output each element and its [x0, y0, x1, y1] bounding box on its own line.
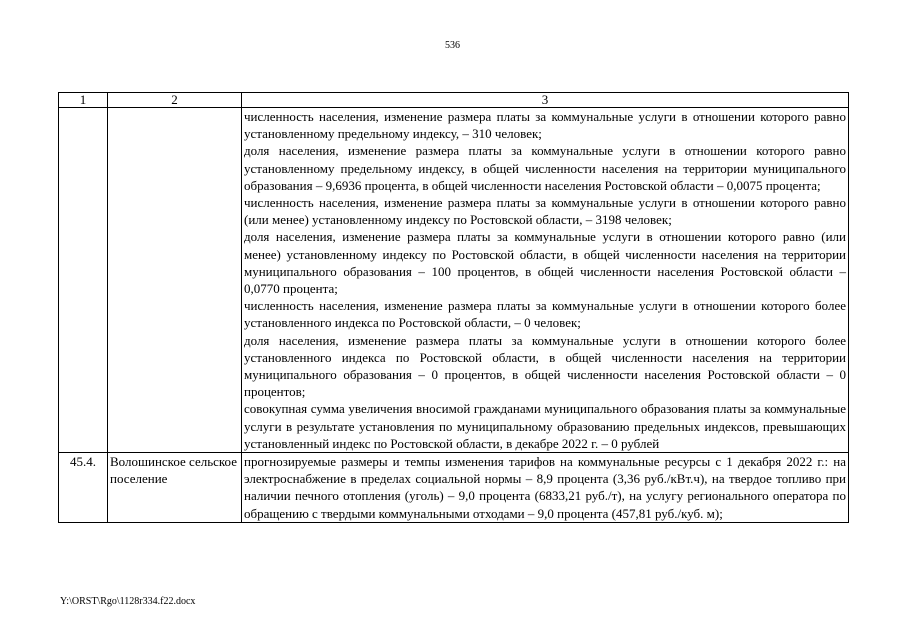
table-row	[59, 108, 849, 453]
table-row	[59, 453, 849, 523]
content-paragraph: численность населения, изменение размера платы за коммунальные услуги в отношении которого более установленного индекса по Ростовской области, – 0 человек;	[244, 298, 846, 331]
row-content-cell	[242, 453, 849, 523]
table-header-row	[59, 93, 849, 108]
row-name-cell	[108, 108, 242, 453]
row-number-cell	[59, 108, 108, 453]
row-name-cell: Волошинское сельское поселение	[108, 453, 242, 523]
row-number-cell: 45.4.	[59, 453, 108, 523]
content-paragraph: прогнозируемые размеры и темпы изменения тарифов на коммунальные ресурсы с 1 декабря 2022 г.: на электроснабжение в пределах социальной нормы – 8,9 процента (3,36 руб./кВт.ч), на твердое топливо при наличии печного отопления (уголь) – 9,0 процента (6833,21 руб./т), на услугу регионального оператора по обращению с твердыми коммунальными отходами – 9,0 процента (457,81 руб./куб. м);	[244, 454, 846, 521]
content-paragraph: численность населения, изменение размера платы за коммунальные услуги в отношении которого равно (или менее) установленному индексу по Ростовской области, – 3198 человек;	[244, 195, 846, 228]
file-path-footer: Y:\ORST\Rgo\1128r334.f22.docx	[60, 596, 196, 607]
row-content-cell	[242, 108, 849, 453]
page-number: 536	[445, 40, 460, 51]
content-paragraph: доля населения, изменение размера платы за коммунальные услуги в отношении которого равно установленному предельному индексу, в общей численности населения на территории муниципального образования – 9,6936 процента, в общей численности населения Ростовской области – 0,0075 процента;	[244, 143, 846, 193]
content-paragraph: совокупная сумма увеличения вносимой гражданами муниципального образования платы за коммунальные услуги в результате установления по муниципальному образованию предельных индексов, превышающих установленный индекс по Ростовской области, в декабре 2022 г. – 0 рублей	[244, 401, 846, 451]
content-paragraph: доля населения, изменение размера платы за коммунальные услуги в отношении которого более установленного индекса по Ростовской области, в общей численности населения на территории муниципального образования – 0 процентов, в общей численности населения Ростовской области – 0 процентов;	[244, 332, 846, 400]
header-cell-2: 2	[108, 93, 242, 108]
content-paragraph: доля населения, изменение размера платы за коммунальные услуги в отношении которого равно (или менее) установленному индексу по Ростовской области, в общей численности населения на территории муниципального образования – 100 процентов, в общей численности населения Ростовской области – 0,0770 процента;	[244, 229, 846, 297]
content-paragraph: численность населения, изменение размера платы за коммунальные услуги в отношении которого равно установленному предельному индексу, – 310 человек;	[244, 109, 846, 142]
header-cell-3: 3	[242, 93, 849, 108]
header-cell-1: 1	[59, 93, 108, 108]
document-table	[58, 92, 849, 523]
